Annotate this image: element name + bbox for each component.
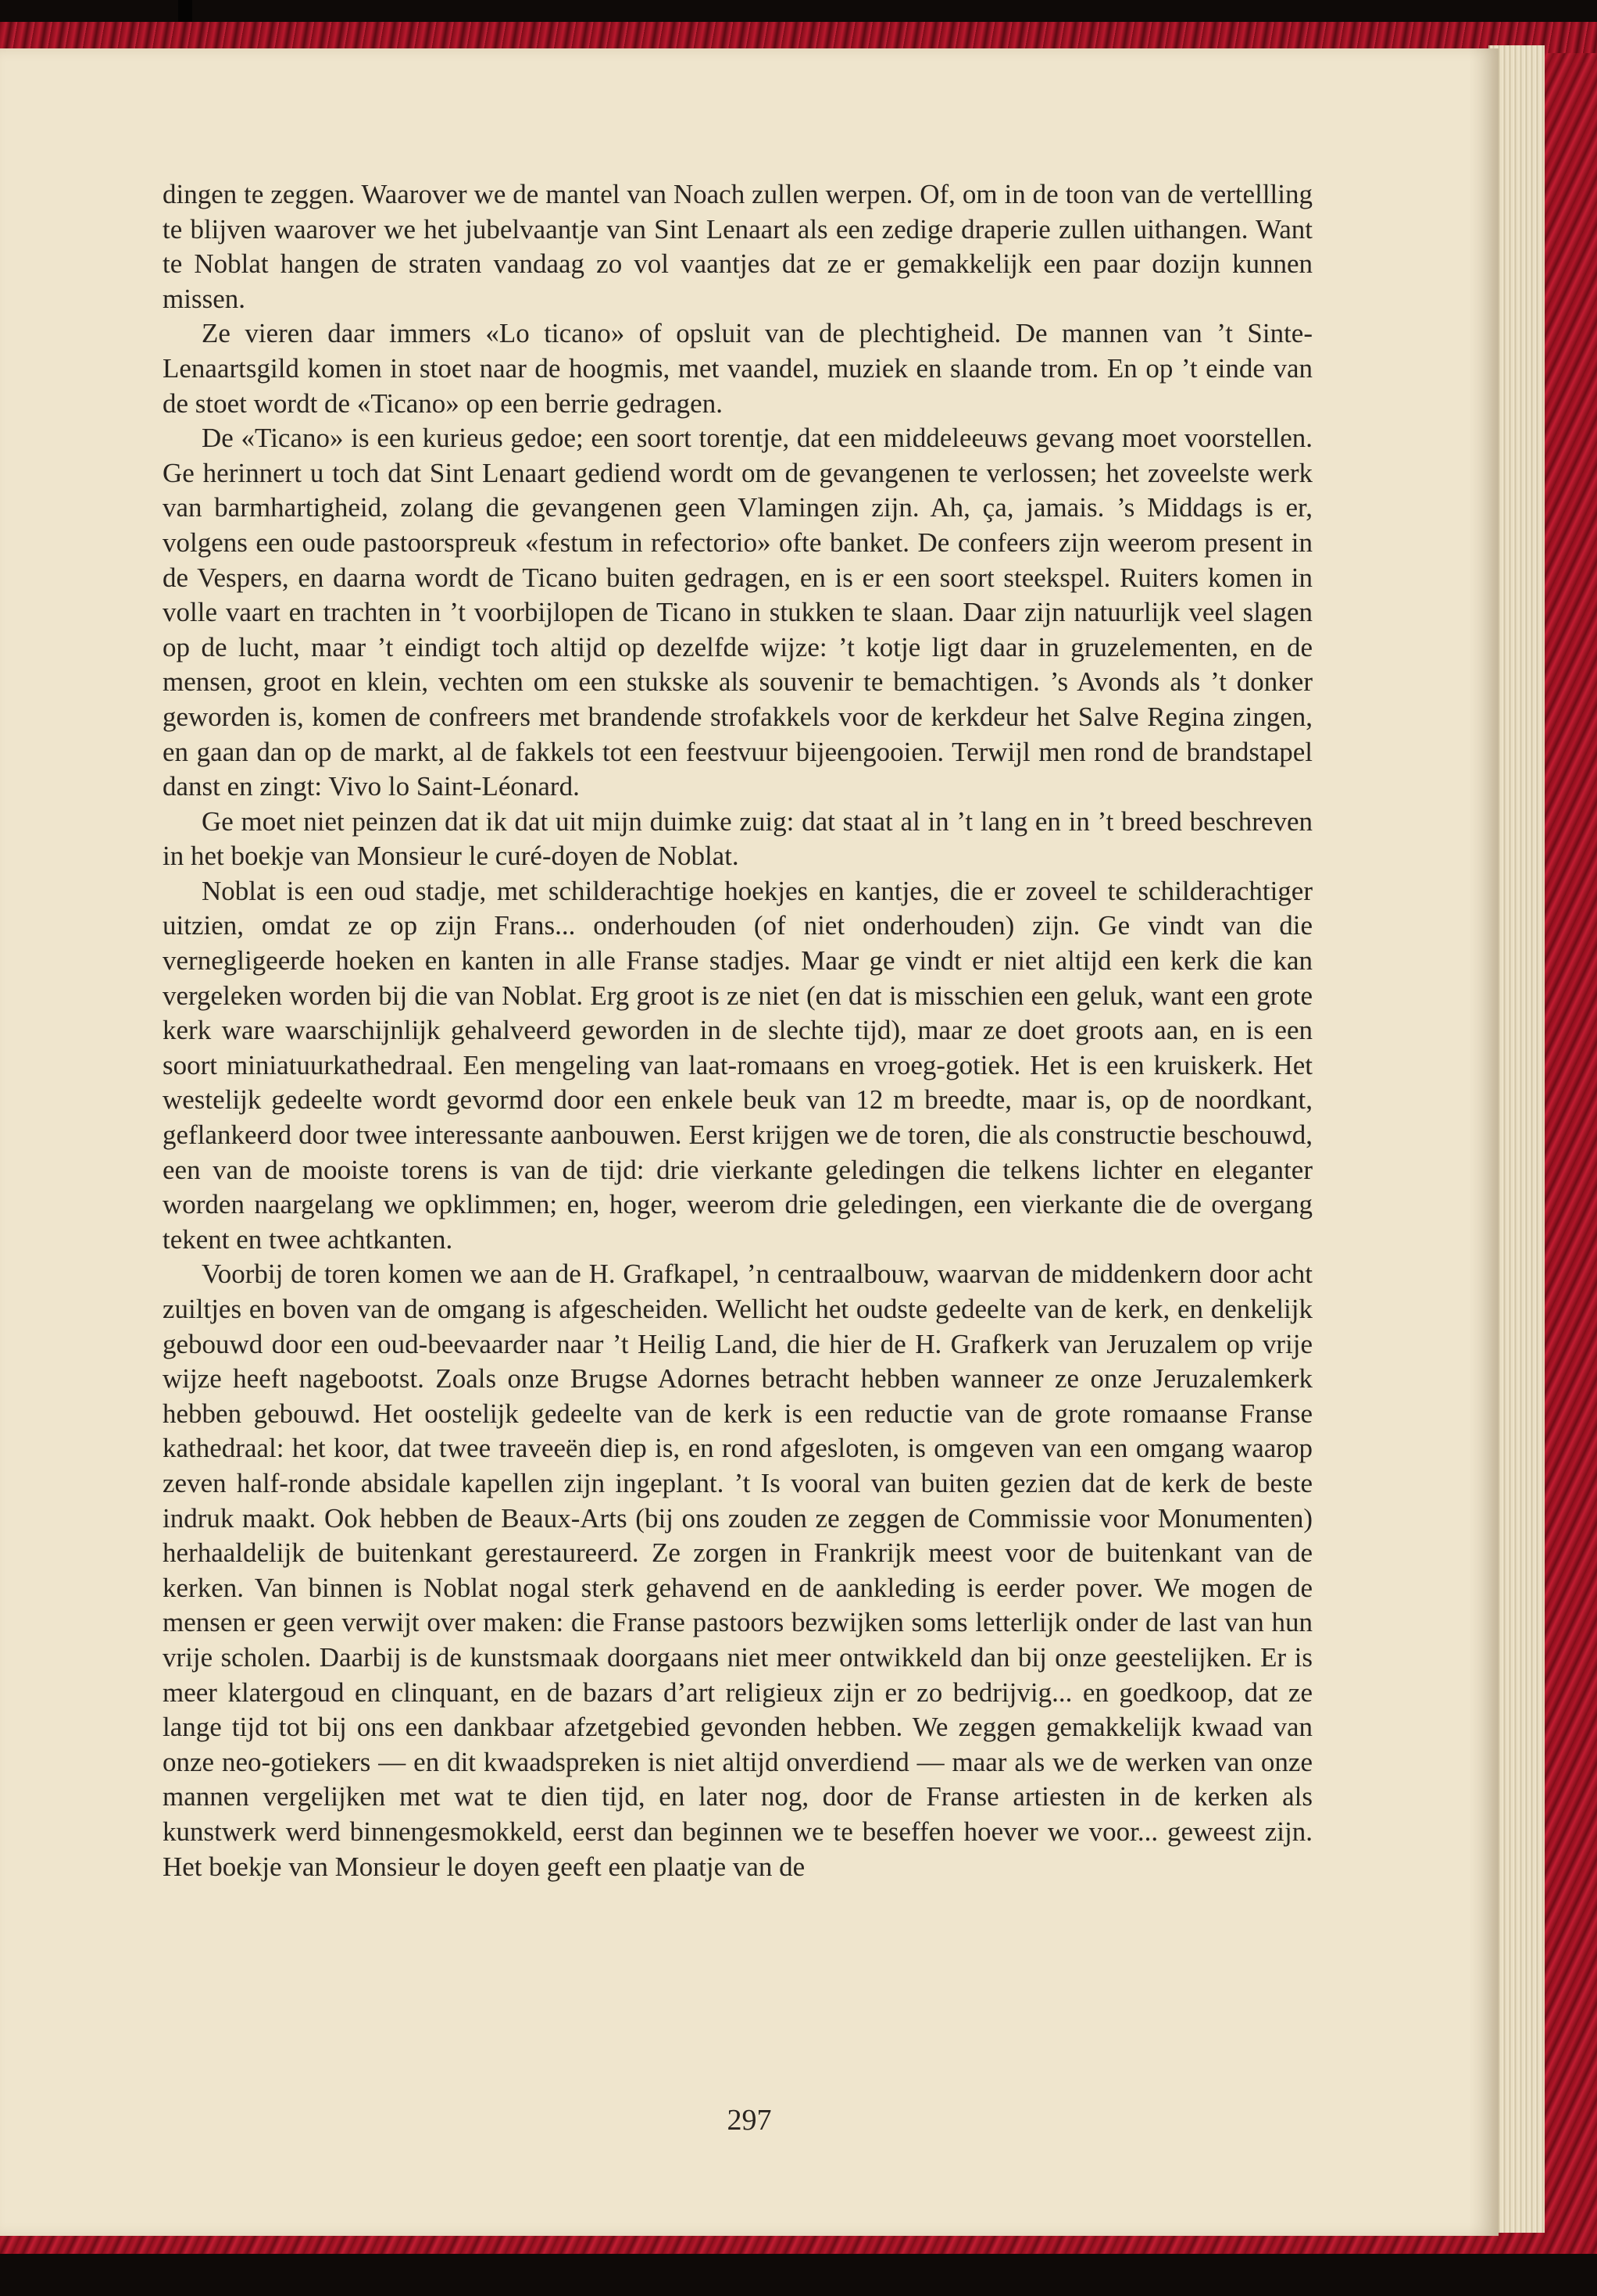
paragraph: Ze vieren daar immers «Lo ticano» of opsluit van de plechtigheid. De mannen van ’t Sinte-Lenaartsgild komen in stoet naar de hoogmis, met vaandel, muziek en slaande trom. En op ’t einde van de stoet wordt de «Ticano» op een berrie gedragen. xyxy=(163,318,1313,419)
book-page xyxy=(0,48,1499,2236)
page-number: 297 xyxy=(727,2104,772,2137)
body-text xyxy=(163,177,1313,1884)
paragraph: Ge moet niet peinzen dat ik dat uit mijn duimke zuig: dat staat al in ’t lang en in ’t breed beschreven in het boekje van Monsieur le curé-doyen de Noblat. xyxy=(163,805,1313,872)
page-gutter-shadow xyxy=(1469,48,1499,2236)
paragraph: dingen te zeggen. Waarover we de mantel van Noach zullen werpen. Of, om in de toon van de vertellling te blijven waarover we het jubelvaantje van Sint Lenaart als een zedige draperie zullen uithangen. Want te Noblat hangen de straten vandaag zo vol vaantjes dat ze er gemakkelijk een paar dozijn kunnen missen. xyxy=(163,179,1313,314)
top-dark-border xyxy=(0,0,1597,23)
paragraph: De «Ticano» is een kurieus gedoe; een soort torentje, dat een middeleeuws gevang moet voorstellen. Ge herinnert u toch dat Sint Lenaart gediend wordt om de gevangenen te verlossen; het zoveelste werk van barmhartigheid, zolang die gevangenen geen Vlamingen zijn. Ah, ça, jamais. ’s Middags is er, volgens een oude pastoorspreuk «festum in refectorio» ofte banket. De confeers zijn weerom present in de Vespers, en daarna wordt de Ticano buiten gedragen, en is er een soort steekspel. Ruiters komen in volle vaart en trachten in ’t voorbijlopen de Ticano in stukken te slaan. Daar zijn natuurlijk veel slagen op de lucht, maar ’t eindigt toch altijd op dezelfde wijze: ’t kotje ligt daar in gruzelementen, en de mensen, groot en klein, vechten om een stukske als souvenir te bemachtigen. ’s Avonds als ’t donker geworden is, komen de confreers met brandende strofakkels voor de kerkdeur het Salve Regina zingen, en gaan dan op de markt, al de fakkels tot een feestvuur bijeengooien. Terwijl men rond de brandstapel danst en zingt: Vivo lo Saint-Léonard. xyxy=(163,423,1313,802)
bottom-dark-border xyxy=(0,2254,1597,2296)
paragraph: Voorbij de toren komen we aan de H. Grafkapel, ’n centraalbouw, waarvan de middenkern door acht zuiltjes en boven van de omgang is afgescheiden. Wellicht het oudste gedeelte van de kerk, en denkelijk gebouwd door een oud-beevaarder naar ’t Heilig Land, die hier de H. Grafkerk van Jeruzalem op vrije wijze heeft nagebootst. Zoals onze Brugse Adornes betracht hebben wanneer ze onze Jeruzalemkerk hebben gebouwd. Het oostelijk gedeelte van de kerk is een reductie van de grote romaanse Franse kathedraal: het koor, dat twee traveeën diep is, en rond afgesloten, is omgeven van een omgang waarop zeven half-ronde absidale kapellen zijn ingeplant. ’t Is vooral van buiten gezien dat de kerk de beste indruk maakt. Ook hebben de Beaux-Arts (bij ons zouden ze zeggen de Commissie voor Monumenten) herhaaldelijk de buitenkant gerestaureerd. Ze zorgen in Frankrijk meest voor de buitenkant van de kerken. Van binnen is Noblat nogal sterk gehavend en de aankleding is eerder pover. We mogen de mensen er geen verwijt over maken: die Franse pastoors bezwijken soms letterlijk onder de last van hun vrije scholen. Daarbij is de kunstsmaak doorgaans niet meer ontwikkeld dan bij onze geestelijken. Er is meer klatergoud en clinquant, en de bazars d’art religieux zijn er zo bedrijvig... en goedkoop, dat ze lange tijd tot bij ons een dankbaar afzetgebied gevonden hebben. We zeggen gemakkelijk kwaad van onze neo-gotiekers — en dit kwaadspreken is niet altijd onverdiend — maar als we de werken van onze mannen vergelijken met wat te dien tijd, en later nog, door de Franse artiesten in de kerken als kunstwerk werd binnengesmokkeld, eerst dan beginnen we te beseffen hoever we voor... geweest zijn. Het boekje van Monsieur le doyen geeft een plaatje van de xyxy=(163,1259,1313,1882)
paragraph: Noblat is een oud stadje, met schilderachtige hoekjes en kantjes, die er zoveel te schilderachtiger uitzien, omdat ze op zijn Frans... onderhouden (of niet onderhouden) zijn. Ge vindt van die vernegligeerde hoeken en kanten in alle Franse stadjes. Maar ge vindt er niet altijd een kerk die kan vergeleken worden bij die van Noblat. Erg groot is ze niet (en dat is misschien een geluk, want een grote kerk ware waarschijnlijk gehalveerd geworden in de slechte tijd), maar ze doet groots aan, en is een soort miniatuurkathedraal. Een mengeling van laat-romaans en vroeg-gotiek. Het is een kruiskerk. Het westelijk gedeelte wordt gevormd door een enkele beuk van 12 m breedte, maar is, op de noordkant, geflankeerd door twee interessante aanbouwen. Eerst krijgen we de toren, die als constructie beschouwd, een van de mooiste torens is van de tijd: drie vierkante geledingen die telkens lichter en eleganter worden naargelang we opklimmen; en, hoger, weerom drie geledingen, een vierkante die de overgang tekent en twee achtkanten. xyxy=(163,875,1313,1255)
